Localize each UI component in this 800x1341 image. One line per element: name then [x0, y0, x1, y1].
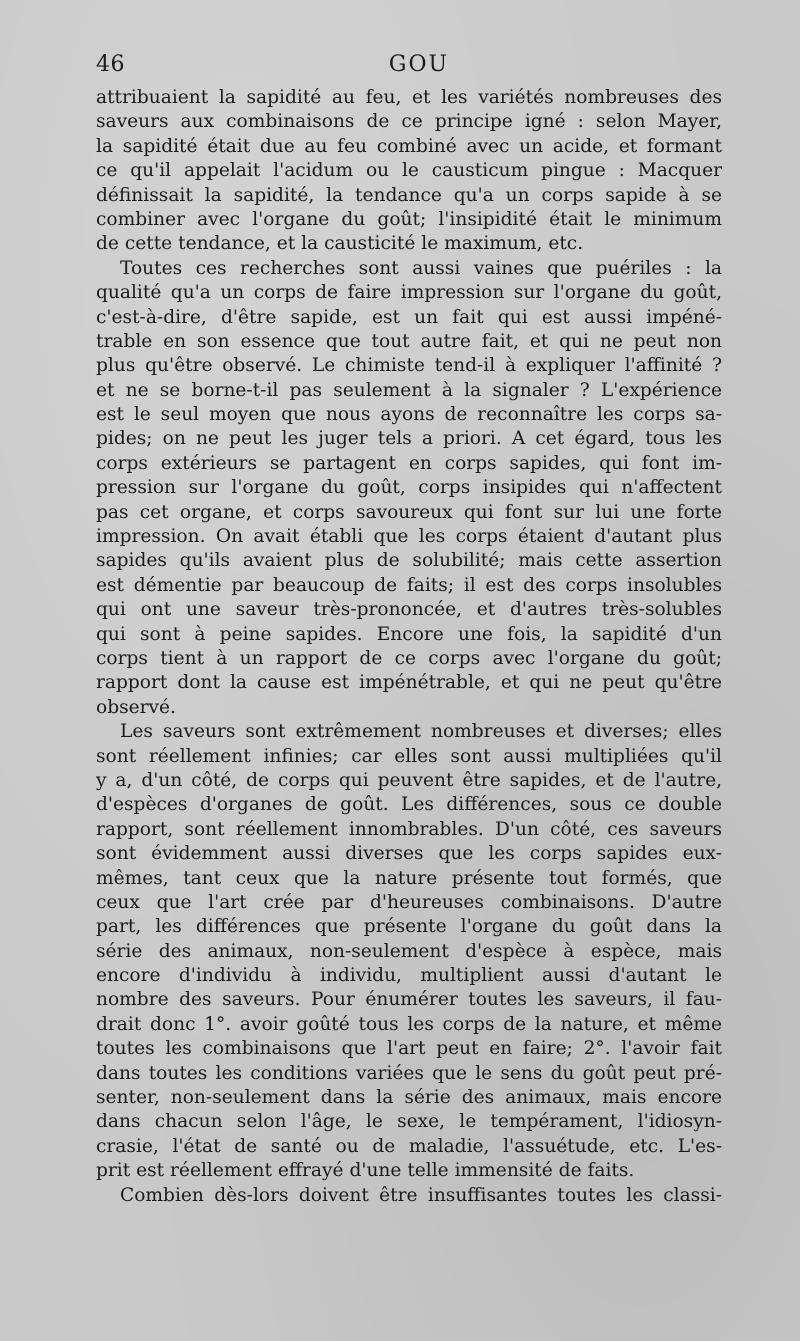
- text-line: trable en son essence que tout autre fait, et qui ne peut non: [96, 330, 722, 352]
- text-line: rapport dont la cause est impénétrable, et qui ne peut qu'être: [96, 672, 722, 694]
- text-line: prit est réellement effrayé d'une telle immensité de faits.: [96, 1160, 635, 1182]
- text-line: la sapidité était due au feu combiné avec un acide, et formant: [96, 135, 722, 157]
- text-line: senter, non-seulement dans la série des animaux, mais encore: [96, 1087, 722, 1109]
- text-line: dans toutes les conditions variées que le sens du goût peut pré-: [96, 1062, 722, 1084]
- text-line: corps tient à un rapport de ce corps avec l'organe du goût;: [96, 647, 722, 669]
- page-number: 46: [96, 52, 125, 77]
- text-line: rapport, sont réellement innombrables. D'un côté, ces saveurs: [96, 818, 722, 840]
- text-line: Toutes ces recherches sont aussi vaines que puériles : la: [120, 257, 722, 279]
- text-line: et ne se borne-t-il pas seulement à la signaler ? L'expérience: [96, 379, 722, 401]
- text-line: corps extérieurs se partagent en corps sapides, qui font im-: [96, 452, 722, 474]
- text-line: définissait la sapidité, la tendance qu'a un corps sapide à se: [96, 184, 722, 206]
- text-line: pides; on ne peut les juger tels a priori. A cet égard, tous les: [96, 428, 722, 450]
- text-line: Les saveurs sont extrêmement nombreuses et diverses; elles: [120, 721, 722, 743]
- text-line: série des animaux, non-seulement d'espèce à espèce, mais: [96, 940, 722, 962]
- text-line: encore d'individu à individu, multiplient aussi d'autant le: [96, 965, 722, 987]
- text-line: sont évidemment aussi diverses que les corps sapides eux-: [96, 843, 722, 865]
- text-line: est le seul moyen que nous ayons de reconnaître les corps sa-: [96, 404, 722, 426]
- text-line: pas cet organe, et corps savoureux qui font sur lui une forte: [96, 501, 722, 523]
- text-line: saveurs aux combinaisons de ce principe igné : selon Mayer,: [96, 111, 722, 133]
- text-line: toutes les combinaisons que l'art peut en faire; 2°. l'avoir fait: [96, 1038, 722, 1060]
- text-line: pression sur l'organe du goût, corps insipides qui n'affectent: [96, 477, 722, 499]
- text-line: part, les différences que présente l'organe du goût dans la: [96, 916, 722, 938]
- text-line: qui sont à peine sapides. Encore une fois, la sapidité d'un: [96, 623, 722, 645]
- text-line: impression. On avait établi que les corps étaient d'autant plus: [96, 526, 722, 548]
- running-head: GOU: [388, 52, 450, 77]
- text-line: ce qu'il appelait l'acidum ou le causticum pingue : Macquer: [96, 160, 722, 182]
- text-line: mêmes, tant ceux que la nature présente tout formés, que: [96, 867, 722, 889]
- page-header: [96, 52, 722, 86]
- text-line: dans chacun selon l'âge, le sexe, le tempérament, l'idiosyn-: [96, 1111, 722, 1133]
- text-line: Combien dès-lors doivent être insuffisantes toutes les classi-: [120, 1184, 722, 1206]
- text-line: qualité qu'a un corps de faire impression sur l'organe du goût,: [96, 282, 722, 304]
- text-line: combiner avec l'organe du goût; l'insipidité était le minimum: [96, 208, 722, 230]
- text-line: crasie, l'état de santé ou de maladie, l'assuétude, etc. L'es-: [96, 1135, 722, 1157]
- text-line: sont réellement infinies; car elles sont aussi multipliées qu'il: [96, 745, 722, 767]
- text-line: nombre des saveurs. Pour énumérer toutes les saveurs, il fau-: [96, 989, 722, 1011]
- text-line: ceux que l'art crée par d'heureuses combinaisons. D'autre: [96, 891, 722, 913]
- text-line: drait donc 1°. avoir goûté tous les corps de la nature, et même: [96, 1013, 722, 1035]
- text-line: c'est-à-dire, d'être sapide, est un fait qui est aussi impéné-: [96, 306, 722, 328]
- body-text: [96, 86, 722, 1208]
- text-line: observé.: [96, 696, 176, 718]
- text-line: d'espèces d'organes de goût. Les différences, sous ce double: [96, 794, 722, 816]
- text-line: plus qu'être observé. Le chimiste tend-il à expliquer l'affinité ?: [96, 355, 722, 377]
- text-line: de cette tendance, et la causticité le maximum, etc.: [96, 233, 584, 255]
- text-line: est démentie par beaucoup de faits; il est des corps insolubles: [96, 574, 722, 596]
- text-line: y a, d'un côté, de corps qui peuvent être sapides, et de l'autre,: [96, 769, 722, 791]
- text-line: sapides qu'ils avaient plus de solubilité; mais cette assertion: [96, 550, 722, 572]
- text-line: qui ont une saveur très-prononcée, et d'autres très-solubles: [96, 599, 722, 621]
- text-line: attribuaient la sapidité au feu, et les variétés nombreuses des: [96, 87, 722, 108]
